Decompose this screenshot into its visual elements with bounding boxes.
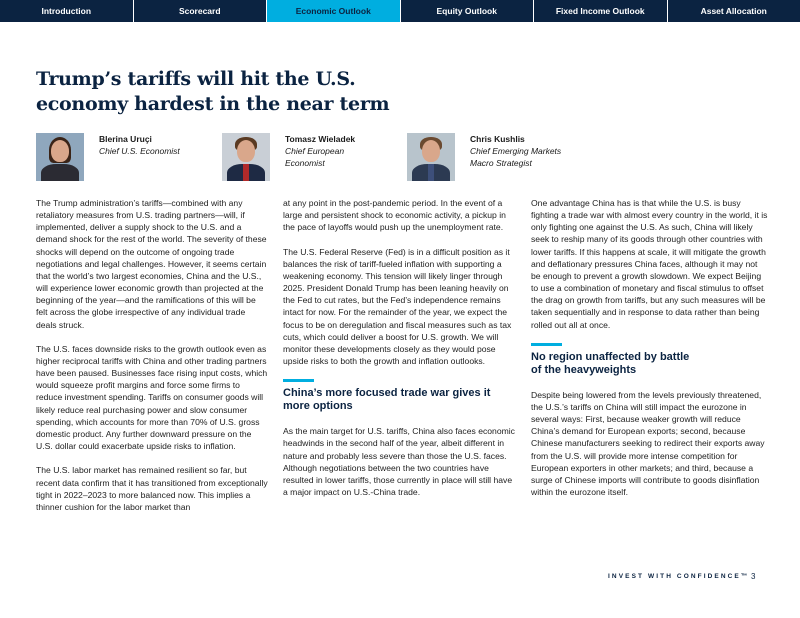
author-card — [36, 133, 209, 181]
tab-scorecard[interactable]: Scorecard — [134, 0, 268, 22]
section-heading: China’s more focused trade war gives it more options — [283, 387, 491, 413]
author-title: Chief U.S. Economist — [99, 146, 180, 156]
section-divider — [283, 379, 314, 382]
paragraph: The U.S. labor market has remained resilient so far, but recent data confirm that it has transitioned from exceptionally tight in 2022–2023 to more balanced now. This implies a thinner cushion for the labor market than — [36, 465, 268, 512]
author-photo — [407, 133, 455, 181]
author-name: Blerina Uruçi — [99, 134, 152, 144]
author-card — [222, 133, 395, 181]
section-heading — [531, 351, 769, 377]
body-column-1 — [36, 197, 268, 525]
paragraph: One advantage China has is that while the U.S. is busy fighting a trade war with almost every country in the world, it is only fighting one against the U.S. As such, China will likely seek to reship many of its goods through other countries with lower tariffs. If this happens at scale, it will mitigate the growth and deflationary pressures China faces, although it may not be enough to prevent a growth slowdown. We expect Beijing to use a combination of monetary and fiscal stimulus to offset the drag on growth from tariffs, but any such measures will be taken sequentially and in response to data rather than being rolled out all at once. — [531, 198, 768, 330]
author-name: Tomasz Wieladek — [285, 134, 356, 144]
title-line-1: Trump’s tariffs will hit the U.S. — [36, 68, 356, 90]
author-name: Chris Kushlis — [470, 134, 525, 144]
tab-economic-outlook[interactable]: Economic Outlook — [267, 0, 401, 22]
paragraph: at any point in the post-pandemic period. In the event of a large and persistent shock to economic activity, a pickup in the pace of layoffs would push up the unemployment rate. — [283, 198, 506, 233]
footer-tagline: INVEST WITH CONFIDENCE™ — [608, 573, 750, 580]
author-card — [407, 133, 580, 181]
author-title: Economist — [285, 158, 325, 168]
paragraph: As the main target for U.S. tariffs, China also faces economic headwinds in the second half of the year, albeit different in nature and probably less severe than those the U.S. faces. Although negotiations between the two countries have resulted in lower tariffs, those currently in place will still have a major impact on U.S.-China trade. — [283, 426, 515, 498]
author-title: Chief Emerging Markets — [470, 146, 562, 156]
author-photo — [222, 133, 270, 181]
section-nav — [0, 0, 800, 22]
author-title: Macro Strategist — [470, 158, 532, 168]
body-column-3 — [531, 197, 769, 510]
section-heading-line: No region unaffected by battle — [531, 350, 690, 363]
body-column-2 — [283, 197, 515, 510]
tab-introduction[interactable]: Introduction — [0, 0, 134, 22]
title-line-2: economy hardest in the near term — [36, 93, 390, 115]
paragraph: The U.S. Federal Reserve (Fed) is in a difficult position as it balances the risk of tariff-fueled inflation with supporting a weakening economy. This tension will likely linger through 2025. President Donald Trump has been leaning heavily on the Fed to cut rates, but the Fed’s independence remains intact for now. For the remainder of the year, we expect the focus to be on deregulation and fiscal measures such as tax cuts, which could deliver a boost for U.S. growth. We will monitor these developments closely as they would pose upside risks to both the growth and inflation outlooks. — [283, 246, 512, 367]
section-heading-line: of the heavyweights — [531, 363, 637, 376]
author-photo — [36, 133, 84, 181]
tab-equity-outlook[interactable]: Equity Outlook — [401, 0, 535, 22]
paragraph: The Trump administration’s tariffs—combined with any retaliatory measures from U.S. trading partners—will, if implemented, deliver a supply shock to the U.S. and a demand shock for the rest of the world. The severity of these shocks will depend on the outcome of ongoing trade negotiations and legal challenges. However, it seems certain that the world’s two largest economies, China and the U.S., will experience lower economic growth than projected at the beginning of the year—and the ramifications of this will be felt across the globe irrespective of any individual trade deals struck. — [36, 198, 267, 330]
page-title — [36, 67, 396, 117]
author-title: Chief European — [285, 146, 345, 156]
page-number: 3 — [751, 572, 756, 581]
section-divider — [531, 343, 562, 346]
paragraph: The U.S. faces downside risks to the growth outlook even as higher reciprocal tariffs with China and other trading partners have been paused. Businesses face rising input costs, which would squeeze profit margins and force some firms to reduce investment spending. Tariffs on consumer goods will likely reduce real purchasing power and slow consumer spending, which accounts for more than 70% of U.S. gross domestic product. Any further downward pressure on the U.S. dollar could exacerbate upside risks to inflation. — [36, 343, 268, 452]
paragraph: Despite being lowered from the levels previously threatened, the U.S.’s tariffs on China will still impact the eurozone in several ways: First, because weaker growth will reduce China’s demand for European exports; second, because Chinese manufacturers seeking to redirect their exports away from the U.S. will provide more intense competition for European exporters in other markets; and third, because a surge of Chinese imports will contribute to goods disinflation within the eurozone itself. — [531, 389, 765, 498]
tab-fixed-income-outlook[interactable]: Fixed Income Outlook — [534, 0, 668, 22]
tab-asset-allocation[interactable]: Asset Allocation — [700, 6, 767, 16]
